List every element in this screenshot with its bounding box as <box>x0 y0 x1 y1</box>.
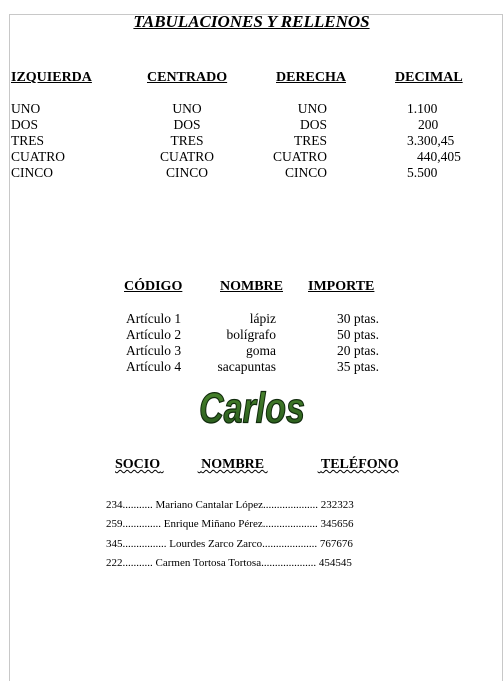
tab-cell-center: TRES <box>170 133 204 148</box>
tab-cell-center: UNO <box>172 101 202 116</box>
member-row: 234........... Mariano Cantalar López.................... 232323 <box>106 499 354 511</box>
header-derecha: DERECHA <box>276 70 347 85</box>
page-border-left <box>9 14 10 681</box>
article-name: bolígrafo <box>226 327 276 342</box>
tab-cell-left: CUATRO <box>11 149 66 164</box>
tab-cell-right: UNO <box>297 101 327 116</box>
logo-text: Carlos <box>199 384 305 433</box>
header-decimal: DECIMAL <box>395 70 463 85</box>
tab-cell-right: DOS <box>299 117 327 132</box>
header-codigo: CÓDIGO <box>124 279 183 294</box>
tab-cell-decimal: 200 <box>418 117 439 132</box>
member-row: 222........... Carmen Tortosa Tortosa.................... 454545 <box>106 557 352 569</box>
article-code: Artículo 4 <box>126 359 182 374</box>
header-centrado: CENTRADO <box>147 70 228 85</box>
article-code: Artículo 1 <box>126 311 182 326</box>
article-price: 35 ptas. <box>337 359 379 374</box>
tab-cell-right: CINCO <box>284 165 327 180</box>
tab-cell-center: DOS <box>173 117 201 132</box>
tab-cell-decimal: 5.500 <box>407 165 438 180</box>
article-price: 20 ptas. <box>337 343 379 358</box>
article-price: 30 ptas. <box>337 311 379 326</box>
header-importe: IMPORTE <box>308 279 375 294</box>
article-code: Artículo 3 <box>126 343 182 358</box>
tab-cell-decimal: 440,405 <box>417 149 461 164</box>
tab-cell-decimal: 3.300,45 <box>407 133 455 148</box>
members-header-row <box>115 457 399 473</box>
header-nombre: NOMBRE <box>220 279 283 294</box>
article-price: 50 ptas. <box>337 327 379 342</box>
header-socio: SOCIO <box>115 457 161 472</box>
carlos-wordart-logo <box>199 384 305 437</box>
article-code: Artículo 2 <box>126 327 182 342</box>
tab-cell-left: DOS <box>11 117 39 132</box>
member-row: 259.............. Enrique Miñano Pérez.................... 345656 <box>106 518 354 530</box>
header-nombre-socio: NOMBRE <box>201 457 265 472</box>
tab-cell-right: TRES <box>293 133 327 148</box>
article-name: goma <box>246 343 276 358</box>
document-title: TABULACIONES Y RELLENOS <box>133 12 370 31</box>
tab-cell-left: CINCO <box>11 165 54 180</box>
header-izquierda: IZQUIERDA <box>11 70 92 85</box>
tab-cell-center: CUATRO <box>159 149 214 164</box>
tab-cell-left: UNO <box>11 101 41 116</box>
article-name: lápiz <box>249 311 276 326</box>
tab-cell-decimal: 1.100 <box>407 101 438 116</box>
header-telefono: TELÉFONO <box>320 457 399 472</box>
tab-cell-left: TRES <box>11 133 45 148</box>
tab-cell-center: CINCO <box>165 165 208 180</box>
member-row: 345................ Lourdes Zarco Zarco.................... 767676 <box>106 538 353 550</box>
tab-cell-right: CUATRO <box>272 149 327 164</box>
article-name: sacapuntas <box>217 359 276 374</box>
